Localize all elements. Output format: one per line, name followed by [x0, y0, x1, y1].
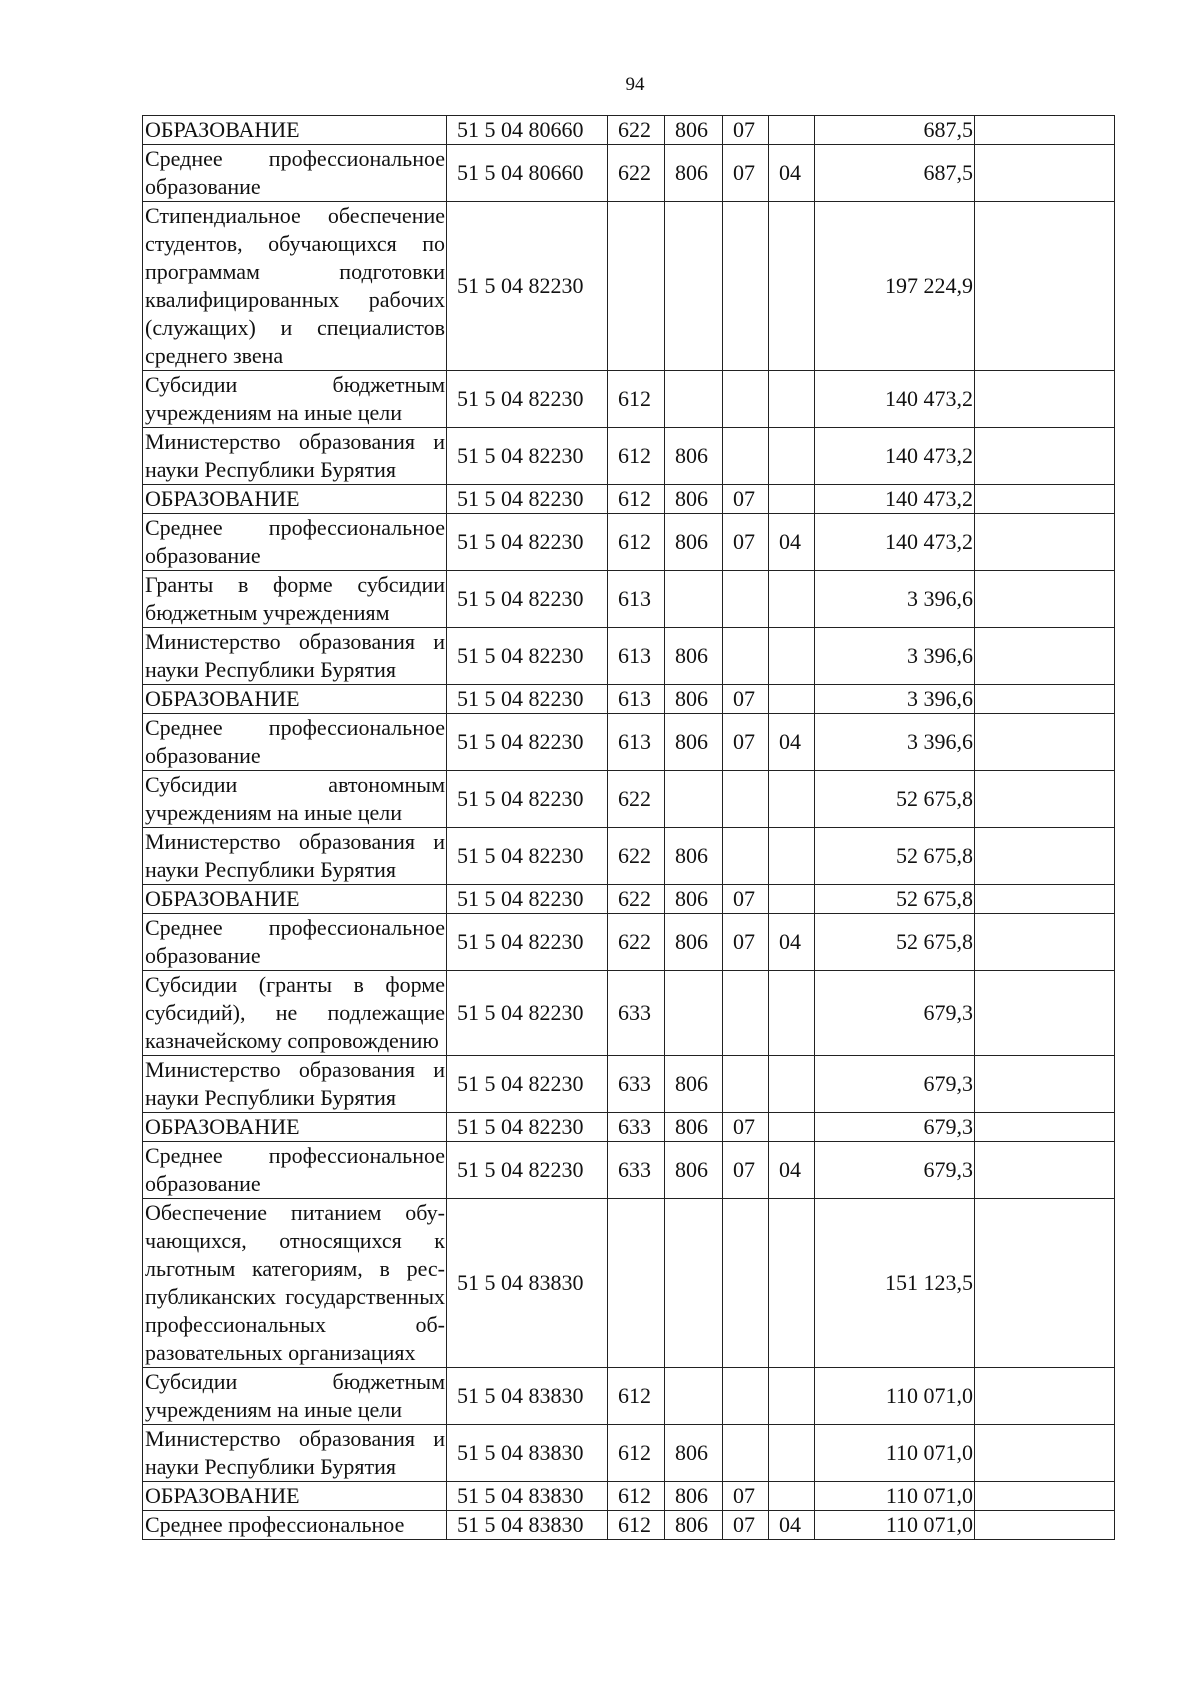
empty-cell — [975, 828, 1115, 885]
subsection-code-cell — [769, 485, 815, 514]
ministry-code-cell: 806 — [665, 1482, 723, 1511]
target-article-code-cell: 51 5 04 82230 — [447, 571, 608, 628]
empty-cell — [975, 771, 1115, 828]
ministry-code-cell: 806 — [665, 145, 723, 202]
expense-name-cell: ОБРАЗОВАНИЕ — [143, 885, 447, 914]
subsection-code-cell — [769, 1368, 815, 1425]
expense-type-cell: 612 — [608, 428, 665, 485]
expense-type-cell: 622 — [608, 885, 665, 914]
amount-cell: 679,3 — [815, 1056, 975, 1113]
target-article-code-cell: 51 5 04 83830 — [447, 1425, 608, 1482]
ministry-code-cell: 806 — [665, 428, 723, 485]
empty-cell — [975, 1199, 1115, 1368]
subsection-code-cell — [769, 828, 815, 885]
expense-type-cell: 613 — [608, 714, 665, 771]
table-row — [143, 1482, 1115, 1511]
expense-name-cell: Министерство образования и науки Республики Бурятия — [143, 1056, 447, 1113]
empty-cell — [975, 1482, 1115, 1511]
target-article-code-cell: 51 5 04 82230 — [447, 202, 608, 371]
empty-cell — [975, 428, 1115, 485]
empty-cell — [975, 371, 1115, 428]
amount-cell: 3 396,6 — [815, 571, 975, 628]
expense-name-cell: Среднее профессиональное образование — [143, 145, 447, 202]
empty-cell — [975, 1368, 1115, 1425]
expense-type-cell: 612 — [608, 371, 665, 428]
empty-cell — [975, 202, 1115, 371]
section-code-cell: 07 — [723, 116, 769, 145]
section-code-cell — [723, 628, 769, 685]
empty-cell — [975, 1056, 1115, 1113]
target-article-code-cell: 51 5 04 82230 — [447, 771, 608, 828]
expense-type-cell — [608, 1199, 665, 1368]
table-row — [143, 885, 1115, 914]
expense-type-cell: 612 — [608, 1511, 665, 1540]
subsection-code-cell — [769, 628, 815, 685]
empty-cell — [975, 1511, 1115, 1540]
section-code-cell: 07 — [723, 885, 769, 914]
subsection-code-cell: 04 — [769, 514, 815, 571]
section-code-cell — [723, 971, 769, 1056]
subsection-code-cell: 04 — [769, 714, 815, 771]
section-code-cell — [723, 428, 769, 485]
ministry-code-cell: 806 — [665, 514, 723, 571]
expense-name-cell: Министерство образования и науки Республики Бурятия — [143, 428, 447, 485]
amount-cell: 679,3 — [815, 1113, 975, 1142]
amount-cell: 679,3 — [815, 1142, 975, 1199]
section-code-cell — [723, 1199, 769, 1368]
section-code-cell: 07 — [723, 514, 769, 571]
expense-name-cell: Субсидии (гранты в форме субсидий), не подлежащие казначейскому сопровождению — [143, 971, 447, 1056]
expense-type-cell: 613 — [608, 571, 665, 628]
subsection-code-cell — [769, 1056, 815, 1113]
target-article-code-cell: 51 5 04 83830 — [447, 1368, 608, 1425]
amount-cell: 140 473,2 — [815, 428, 975, 485]
empty-cell — [975, 914, 1115, 971]
table-row — [143, 1511, 1115, 1540]
section-code-cell — [723, 202, 769, 371]
expense-name-cell: Среднее профессиональное образование — [143, 1142, 447, 1199]
target-article-code-cell: 51 5 04 83830 — [447, 1511, 608, 1540]
section-code-cell: 07 — [723, 685, 769, 714]
expense-type-cell: 612 — [608, 1368, 665, 1425]
subsection-code-cell — [769, 371, 815, 428]
expense-type-cell: 613 — [608, 628, 665, 685]
expense-name-cell: Среднее профессиональное — [143, 1511, 447, 1540]
expense-name-cell: Среднее профессиональное образование — [143, 914, 447, 971]
table-row — [143, 971, 1115, 1056]
expense-type-cell: 622 — [608, 771, 665, 828]
ministry-code-cell — [665, 1368, 723, 1425]
section-code-cell: 07 — [723, 1482, 769, 1511]
table-row — [143, 1056, 1115, 1113]
empty-cell — [975, 571, 1115, 628]
amount-cell: 3 396,6 — [815, 628, 975, 685]
table-row — [143, 116, 1115, 145]
table-row — [143, 1425, 1115, 1482]
subsection-code-cell: 04 — [769, 145, 815, 202]
amount-cell: 110 071,0 — [815, 1482, 975, 1511]
expense-name-cell: Министерство образования и науки Республики Бурятия — [143, 628, 447, 685]
table-row — [143, 628, 1115, 685]
subsection-code-cell — [769, 1482, 815, 1511]
subsection-code-cell: 04 — [769, 1142, 815, 1199]
expense-name-cell: ОБРАЗОВАНИЕ — [143, 1113, 447, 1142]
expense-type-cell: 613 — [608, 685, 665, 714]
target-article-code-cell: 51 5 04 83830 — [447, 1199, 608, 1368]
subsection-code-cell — [769, 202, 815, 371]
expense-name-cell: Субсидии автономным учреждениям на иные цели — [143, 771, 447, 828]
section-code-cell: 07 — [723, 485, 769, 514]
section-code-cell — [723, 828, 769, 885]
ministry-code-cell — [665, 1199, 723, 1368]
expense-type-cell: 612 — [608, 485, 665, 514]
amount-cell: 197 224,9 — [815, 202, 975, 371]
amount-cell: 52 675,8 — [815, 914, 975, 971]
ministry-code-cell — [665, 371, 723, 428]
amount-cell: 52 675,8 — [815, 771, 975, 828]
table-row — [143, 428, 1115, 485]
ministry-code-cell: 806 — [665, 1142, 723, 1199]
table-row — [143, 1199, 1115, 1368]
amount-cell: 687,5 — [815, 145, 975, 202]
target-article-code-cell: 51 5 04 80660 — [447, 145, 608, 202]
ministry-code-cell: 806 — [665, 1113, 723, 1142]
expense-name-cell: Стипендиальное обеспечение студентов, обучающихся по программам подготовки квалифицированных рабочих (служащих) и специалистов среднего звена — [143, 202, 447, 371]
section-code-cell: 07 — [723, 1113, 769, 1142]
expense-type-cell: 612 — [608, 514, 665, 571]
page-number: 94 — [625, 74, 645, 95]
amount-cell: 52 675,8 — [815, 828, 975, 885]
section-code-cell — [723, 1368, 769, 1425]
empty-cell — [975, 971, 1115, 1056]
expense-name-cell: Среднее профессиональное образование — [143, 514, 447, 571]
subsection-code-cell — [769, 885, 815, 914]
section-code-cell — [723, 571, 769, 628]
ministry-code-cell — [665, 971, 723, 1056]
target-article-code-cell: 51 5 04 82230 — [447, 628, 608, 685]
amount-cell: 110 071,0 — [815, 1425, 975, 1482]
amount-cell: 679,3 — [815, 971, 975, 1056]
empty-cell — [975, 1113, 1115, 1142]
ministry-code-cell: 806 — [665, 116, 723, 145]
amount-cell: 140 473,2 — [815, 514, 975, 571]
ministry-code-cell — [665, 202, 723, 371]
section-code-cell — [723, 371, 769, 428]
expense-name-cell: Министерство образования и науки Республики Бурятия — [143, 1425, 447, 1482]
table-row — [143, 371, 1115, 428]
target-article-code-cell: 51 5 04 82230 — [447, 1142, 608, 1199]
budget-table — [142, 115, 1115, 1540]
expense-type-cell: 612 — [608, 1425, 665, 1482]
table-row — [143, 828, 1115, 885]
empty-cell — [975, 514, 1115, 571]
subsection-code-cell: 04 — [769, 914, 815, 971]
ministry-code-cell — [665, 571, 723, 628]
table-row — [143, 714, 1115, 771]
expense-name-cell: ОБРАЗОВАНИЕ — [143, 116, 447, 145]
expense-name-cell: Субсидии бюджетным учреждениям на иные цели — [143, 371, 447, 428]
expense-name-cell: ОБРАЗОВАНИЕ — [143, 1482, 447, 1511]
expense-type-cell: 633 — [608, 1056, 665, 1113]
subsection-code-cell — [769, 971, 815, 1056]
target-article-code-cell: 51 5 04 82230 — [447, 971, 608, 1056]
section-code-cell: 07 — [723, 1511, 769, 1540]
target-article-code-cell: 51 5 04 82230 — [447, 714, 608, 771]
subsection-code-cell: 04 — [769, 1511, 815, 1540]
table-row — [143, 1368, 1115, 1425]
expense-type-cell: 622 — [608, 828, 665, 885]
amount-cell: 687,5 — [815, 116, 975, 145]
section-code-cell — [723, 771, 769, 828]
expense-name-cell: Обеспечение питанием обучающихся, относящихся к льготным категориям, в республиканских государственных профессиональных образовательных организациях — [143, 1199, 447, 1368]
amount-cell: 151 123,5 — [815, 1199, 975, 1368]
empty-cell — [975, 628, 1115, 685]
subsection-code-cell — [769, 116, 815, 145]
expense-name-cell: Министерство образования и науки Республики Бурятия — [143, 828, 447, 885]
table-row — [143, 571, 1115, 628]
ministry-code-cell: 806 — [665, 1511, 723, 1540]
amount-cell: 140 473,2 — [815, 485, 975, 514]
target-article-code-cell: 51 5 04 82230 — [447, 428, 608, 485]
target-article-code-cell: 51 5 04 82230 — [447, 885, 608, 914]
ministry-code-cell: 806 — [665, 714, 723, 771]
table-row — [143, 1142, 1115, 1199]
target-article-code-cell: 51 5 04 82230 — [447, 828, 608, 885]
empty-cell — [975, 714, 1115, 771]
expense-type-cell: 622 — [608, 145, 665, 202]
empty-cell — [975, 885, 1115, 914]
empty-cell — [975, 485, 1115, 514]
ministry-code-cell: 806 — [665, 885, 723, 914]
amount-cell: 3 396,6 — [815, 685, 975, 714]
ministry-code-cell — [665, 771, 723, 828]
subsection-code-cell — [769, 771, 815, 828]
section-code-cell: 07 — [723, 914, 769, 971]
ministry-code-cell: 806 — [665, 628, 723, 685]
empty-cell — [975, 116, 1115, 145]
expense-type-cell: 622 — [608, 116, 665, 145]
target-article-code-cell: 51 5 04 82230 — [447, 514, 608, 571]
subsection-code-cell — [769, 428, 815, 485]
amount-cell: 140 473,2 — [815, 371, 975, 428]
expense-type-cell: 612 — [608, 1482, 665, 1511]
section-code-cell: 07 — [723, 1142, 769, 1199]
subsection-code-cell — [769, 685, 815, 714]
target-article-code-cell: 51 5 04 83830 — [447, 1482, 608, 1511]
expense-type-cell: 633 — [608, 1142, 665, 1199]
ministry-code-cell: 806 — [665, 685, 723, 714]
section-code-cell — [723, 1056, 769, 1113]
target-article-code-cell: 51 5 04 80660 — [447, 116, 608, 145]
expense-type-cell: 622 — [608, 914, 665, 971]
target-article-code-cell: 51 5 04 82230 — [447, 485, 608, 514]
table-row — [143, 145, 1115, 202]
target-article-code-cell: 51 5 04 82230 — [447, 1113, 608, 1142]
amount-cell: 52 675,8 — [815, 885, 975, 914]
expense-name-cell: ОБРАЗОВАНИЕ — [143, 685, 447, 714]
expense-name-cell: Гранты в форме субсидии бюджетным учреждениям — [143, 571, 447, 628]
expense-name-cell: Среднее профессиональное образование — [143, 714, 447, 771]
table-row — [143, 202, 1115, 371]
empty-cell — [975, 685, 1115, 714]
target-article-code-cell: 51 5 04 82230 — [447, 1056, 608, 1113]
expense-name-cell: ОБРАЗОВАНИЕ — [143, 485, 447, 514]
table-row — [143, 685, 1115, 714]
subsection-code-cell — [769, 1425, 815, 1482]
amount-cell: 3 396,6 — [815, 714, 975, 771]
ministry-code-cell: 806 — [665, 485, 723, 514]
subsection-code-cell — [769, 1199, 815, 1368]
expense-type-cell: 633 — [608, 971, 665, 1056]
table-row — [143, 914, 1115, 971]
amount-cell: 110 071,0 — [815, 1368, 975, 1425]
target-article-code-cell: 51 5 04 82230 — [447, 685, 608, 714]
section-code-cell — [723, 1425, 769, 1482]
expense-type-cell: 633 — [608, 1113, 665, 1142]
table-row — [143, 771, 1115, 828]
empty-cell — [975, 1425, 1115, 1482]
empty-cell — [975, 1142, 1115, 1199]
table-row — [143, 485, 1115, 514]
subsection-code-cell — [769, 571, 815, 628]
ministry-code-cell: 806 — [665, 828, 723, 885]
empty-cell — [975, 145, 1115, 202]
budget-table-body — [143, 116, 1115, 1540]
table-row — [143, 1113, 1115, 1142]
amount-cell: 110 071,0 — [815, 1511, 975, 1540]
ministry-code-cell: 806 — [665, 1056, 723, 1113]
expense-name-cell: Субсидии бюджетным учреждениям на иные цели — [143, 1368, 447, 1425]
target-article-code-cell: 51 5 04 82230 — [447, 914, 608, 971]
subsection-code-cell — [769, 1113, 815, 1142]
expense-type-cell — [608, 202, 665, 371]
ministry-code-cell: 806 — [665, 1425, 723, 1482]
target-article-code-cell: 51 5 04 82230 — [447, 371, 608, 428]
ministry-code-cell: 806 — [665, 914, 723, 971]
section-code-cell: 07 — [723, 145, 769, 202]
section-code-cell: 07 — [723, 714, 769, 771]
table-row — [143, 514, 1115, 571]
